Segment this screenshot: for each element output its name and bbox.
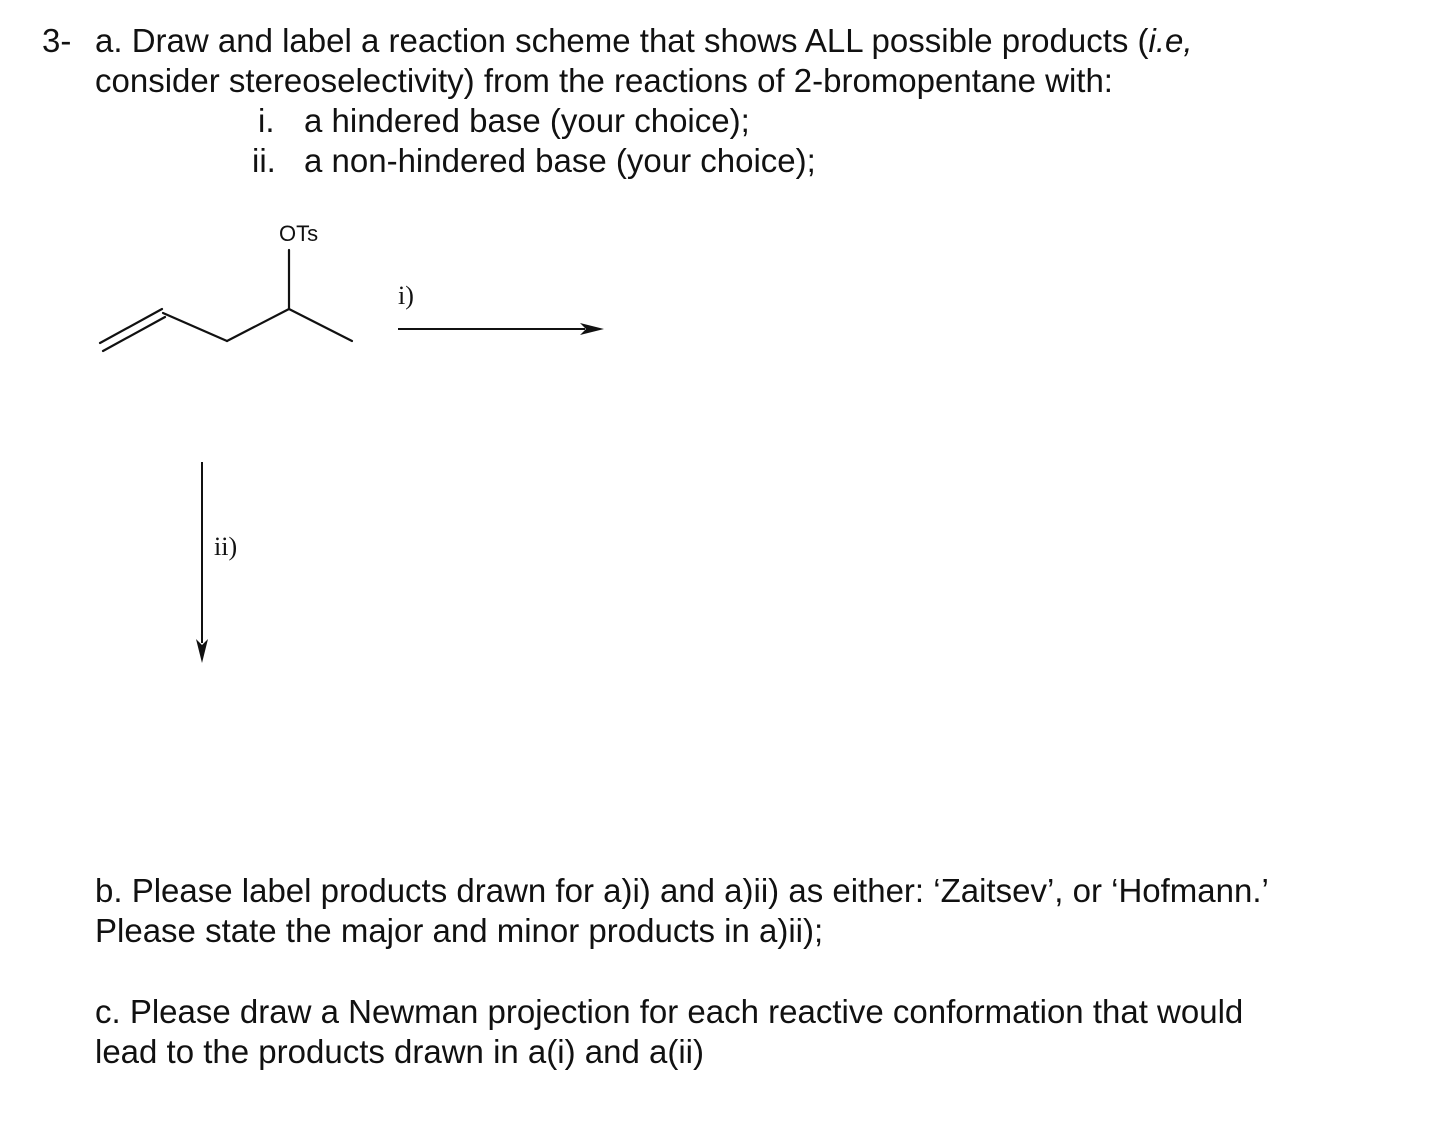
question-number: 3- [42,22,72,59]
arrow-down [196,462,208,663]
item-ii-text: a non-hindered base (your choice); [304,142,816,179]
bond-4 [289,309,352,341]
double-bond-line-1 [100,309,162,343]
part-c-line-2: lead to the products drawn in a(i) and a(ii) [95,1033,704,1070]
bond-2 [163,313,227,341]
item-ii-marker: ii. [252,142,276,179]
part-a-line-1-text: a. Draw and label a reaction scheme that shows ALL possible products ( [95,22,1149,59]
double-bond-line-2 [103,317,165,351]
arrow-down-label: ii) [214,532,238,561]
part-a-line-2: consider stereoselectivity) from the reactions of 2-bromopentane with: [95,62,1113,99]
ots-label: OTs [279,221,319,246]
item-i-text: a hindered base (your choice); [304,102,750,139]
bond-3 [227,309,289,341]
part-b-line-2: Please state the major and minor products in a)ii); [95,912,824,949]
arrow-right [398,323,604,335]
arrow-right-label: i) [398,281,414,310]
part-a-line-1-italic: i.e, [1148,22,1193,59]
part-b-line-1: b. Please label products drawn for a)i) and a)ii) as either: ‘Zaitsev’, or ‘Hofmann.’ [95,872,1269,909]
skeletal-structure [100,250,352,351]
item-i-marker: i. [258,102,275,139]
part-c-line-1: c. Please draw a Newman projection for each reactive conformation that would [95,993,1244,1030]
